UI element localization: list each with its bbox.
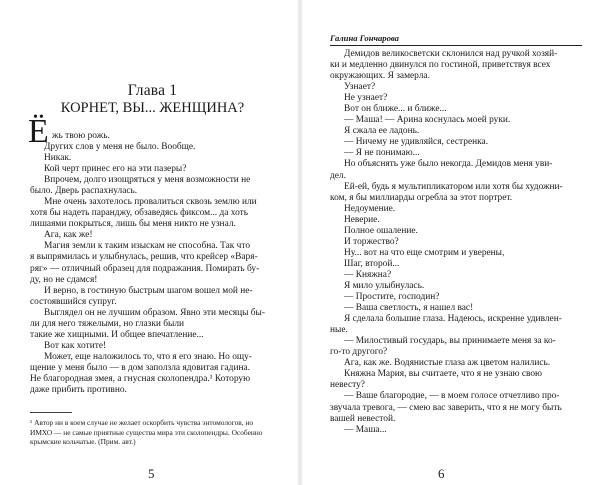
right-body-text (330, 49, 582, 436)
text-line: Но объяснять уже было некогда. Демидов меня уви- (344, 159, 553, 170)
text-line: ные. (330, 325, 348, 336)
text-line: — Я не понимаю... (344, 148, 420, 159)
text-line: Может, еще наложилось то, что я его знаю. Но ощу- (44, 351, 252, 362)
text-line: ду, но не сдамся! (30, 274, 98, 285)
text-line: Не благородная змея, а гнусная сколопендра.¹ Которую (30, 373, 251, 384)
text-line: — Ваше благородие, — в моем голосе отчетливо про- (344, 391, 560, 402)
text-line: Впрочем, долго изощряться у меня возможности не (44, 175, 251, 186)
text-line: Не узнает? (344, 93, 388, 104)
text-line: Вот он ближе... и ближе... (344, 104, 447, 115)
text-line: Шаг, второй... (344, 258, 400, 269)
text-line: И верно, в гостиную быстрым шагом вошел мой не- (44, 285, 253, 296)
text-line: И торжество? (344, 236, 399, 247)
chapter-label: Глава 1 (127, 82, 178, 99)
text-line: Других слов у меня не было. Вообще. (44, 142, 196, 152)
text-line: Я мило улыбнулась. (344, 280, 425, 291)
text-line: Вот как хотите! (44, 340, 107, 351)
text-line: щение у меня было — в дом заползла ядовитая гадина. (30, 362, 250, 373)
text-line: я выпрямилась и улыбнулась, решив, что крейсер «Варя- (30, 252, 258, 263)
first-line-text: жь твою рожь. (52, 131, 110, 141)
text-line: — Княжна? (344, 269, 392, 280)
text-line: ки и медленно двинулся по гостиной, приветствуя всех (330, 60, 551, 71)
text-line: Демидов великосветски склонился над ручкой хозяй- (344, 49, 558, 59)
text-line: — Ваша светлость, я нашел вас! (344, 303, 474, 314)
text-line: Неверие. (344, 214, 380, 225)
text-line: вашей невестой. (330, 413, 396, 424)
text-line: Выглядел он не лучшим образом. Явно эти месяцы бы- (44, 307, 265, 318)
text-line: ком, я бы миллиарды огребла за этот портрет. (330, 192, 513, 203)
text-line: Недоумение. (344, 203, 396, 214)
text-line: хотя бы надеть паранджу, обзаведясь фиксом... да хоть (30, 208, 249, 219)
running-head: Галина Гончарова (330, 33, 399, 43)
text-line: Кой черт принес его на эти пазеры? (44, 164, 187, 175)
text-line: — Маша... (344, 424, 387, 435)
footnote-rule (30, 412, 72, 413)
text-line: — Ничему не удивляйся, сестренка. (344, 137, 489, 148)
drop-cap: Ё (28, 113, 49, 150)
page-number-left: 5 (148, 466, 155, 481)
text-line: Ну... вот на что еще смотрим и уверены, (344, 247, 505, 258)
text-line: — Милостивый государь, вы принимаете меня за ко- (344, 336, 556, 347)
footnote: ¹ Автор ни в коем случае не желает оскорбить чувства энтомологов, но ИМХО — не самые приятные существа мира эти сколопендры. Особенно крымские кольчатые. (Прим. авт.) (30, 418, 263, 447)
text-line: дел. (330, 170, 346, 181)
text-line: лишаями покрыться, лишь бы меня никто не узнал. (30, 219, 236, 230)
text-line: Ей-ей, будь я мультипликатором или хотя бы художни- (344, 181, 563, 192)
text-line: го-то другого? (330, 347, 388, 358)
text-line: ли для него тяжелыми, но глазки были (30, 318, 185, 329)
text-line: ряг» — отличный образец для подражания. Помирать бу- (30, 263, 260, 274)
text-line: Узнает? (344, 82, 376, 93)
text-line: окружающих. Я замерла. (330, 71, 430, 82)
text-line: такие же хищными. И общее впечатление... (30, 329, 204, 340)
text-line: Я сжала ее ладонь. (344, 126, 420, 137)
text-line: состоявшийся супруг. (30, 296, 117, 307)
text-line: Ага, как же. Водянистые глаза аж цветом налились. (344, 358, 551, 369)
text-line: Мне очень захотелось провалиться сквозь землю или (44, 197, 257, 208)
text-line: было. Дверь распахнулась. (30, 186, 138, 197)
text-line: Я сделала большие глаза. Надеюсь, искренне удивлен- (344, 314, 562, 325)
text-line: Никак. (44, 153, 72, 164)
right-page (300, 0, 600, 485)
text-line: даже прибить противно. (30, 385, 127, 396)
page-number-right: 6 (438, 466, 445, 481)
text-line: невесту? (330, 380, 365, 391)
text-line: — Простите, господин? (344, 292, 440, 303)
text-line: — Маша! — Арина коснулась моей руки. (344, 115, 511, 126)
text-line: Княжна Мария, вы считаете, что я не узнаю свою (344, 369, 543, 380)
text-line: Магия земли к таким изыскам не способна. Так что (44, 241, 251, 252)
text-line: Полное ошаление. (344, 225, 418, 236)
text-line: Ага, как же! (44, 230, 93, 241)
left-body-text (30, 142, 276, 396)
text-line: звучала тревога, — смею вас заверить, что я не могу быть (330, 402, 562, 413)
header-rule (330, 45, 582, 46)
chapter-title: КОРНЕТ, ВЫ... ЖЕНЩИНА? (60, 100, 245, 116)
